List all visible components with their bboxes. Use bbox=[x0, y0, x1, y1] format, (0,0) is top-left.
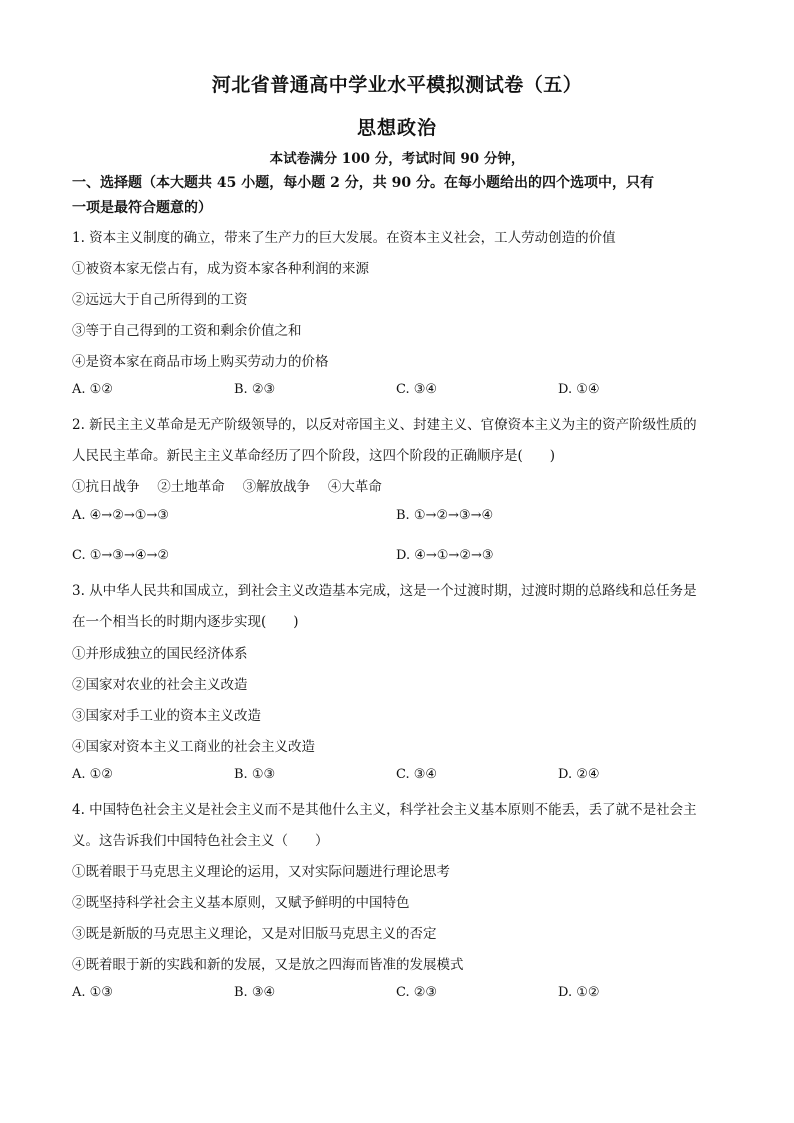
exam-title: 河北省普通高中学业水平模拟测试卷（五） bbox=[211, 74, 583, 96]
question-2-option-d: D. ④→①→②→③ bbox=[396, 548, 494, 563]
question-4-stem-line-1: 4. 中国特色社会主义是社会主义而不是其他什么主义，科学社会主义基本原则不能丢，丢了就不是社会主 bbox=[72, 802, 697, 818]
question-2-stem-line-2: 人民民主革命。新民主主义革命经历了四个阶段，这四个阶段的正确顺序是( ) bbox=[72, 448, 556, 464]
question-3-item-4: ④国家对资本主义工商业的社会主义改造 bbox=[72, 739, 315, 755]
question-3-option-c: C. ③④ bbox=[396, 767, 438, 782]
question-1-option-b: B. ②③ bbox=[234, 382, 276, 397]
question-1-item-1: ①被资本家无偿占有，成为资本家各种利润的来源 bbox=[72, 261, 369, 277]
question-4-item-3: ③既是新版的马克思主义理论，又是对旧版马克思主义的否定 bbox=[72, 926, 437, 942]
question-1-item-4: ④是资本家在商品市场上购买劳动力的价格 bbox=[72, 354, 329, 370]
question-1-stem: 1. 资本主义制度的确立，带来了生产力的巨大发展。在资本主义社会，工人劳动创造的价值 bbox=[72, 230, 616, 246]
question-1-option-a: A. ①② bbox=[72, 382, 113, 397]
question-2-stem-line-1: 2. 新民主主义革命是无产阶级领导的，以反对帝国主义、封建主义、官僚资本主义为主的资产阶级性质的 bbox=[72, 417, 697, 433]
question-1-item-3: ③等于自己得到的工资和剩余价值之和 bbox=[72, 323, 302, 339]
question-4-option-a: A. ①③ bbox=[72, 985, 113, 1000]
question-1-option-d: D. ①④ bbox=[558, 382, 600, 397]
question-4-option-d: D. ①② bbox=[558, 985, 600, 1000]
question-3-option-b: B. ①③ bbox=[234, 767, 276, 782]
question-3-stem-line-2: 在一个相当长的时期内逐步实现( ) bbox=[72, 614, 299, 630]
exam-note: 本试卷满分 100 分，考试时间 90 分钟， bbox=[269, 151, 525, 167]
section-heading bbox=[72, 171, 732, 221]
question-3-item-2: ②国家对农业的社会主义改造 bbox=[72, 677, 248, 693]
section-heading-line-2: 一项是最符合题意的） bbox=[72, 200, 212, 216]
question-3-item-1: ①并形成独立的国民经济体系 bbox=[72, 646, 248, 662]
question-2-items: ①抗日战争 ②土地革命 ③解放战争 ④大革命 bbox=[72, 479, 382, 495]
question-4-option-c: C. ②③ bbox=[396, 985, 438, 1000]
question-3-item-3: ③国家对手工业的资本主义改造 bbox=[72, 708, 261, 724]
subject-title: 思想政治 bbox=[356, 117, 437, 139]
question-2-option-a: A. ④→②→①→③ bbox=[72, 508, 169, 523]
question-4-stem-line-2: 义。这告诉我们中国特色社会主义（ ） bbox=[72, 833, 329, 849]
question-3-option-a: A. ①② bbox=[72, 767, 113, 782]
question-3-stem-line-1: 3. 从中华人民共和国成立，到社会主义改造基本完成，这是一个过渡时期，过渡时期的总路线和总任务是 bbox=[72, 583, 697, 599]
question-4-item-4: ④既着眼于新的实践和新的发展，又是放之四海而皆准的发展模式 bbox=[72, 957, 464, 973]
section-heading-line-1: 一、选择题（本大题共 45 小题，每小题 2 分，共 90 分。在每小题给出的四个选项中，只有 bbox=[72, 175, 654, 191]
question-1-item-2: ②远远大于自己所得到的工资 bbox=[72, 292, 248, 308]
question-4-option-b: B. ③④ bbox=[234, 985, 276, 1000]
question-1-option-c: C. ③④ bbox=[396, 382, 438, 397]
question-4-item-2: ②既坚持科学社会主义基本原则，又赋予鲜明的中国特色 bbox=[72, 895, 410, 911]
question-4-item-1: ①既着眼于马克思主义理论的运用，又对实际问题进行理论思考 bbox=[72, 864, 450, 880]
question-3-option-d: D. ②④ bbox=[558, 767, 600, 782]
question-2-option-b: B. ①→②→③→④ bbox=[396, 508, 494, 523]
question-2-option-c: C. ①→③→④→② bbox=[72, 548, 170, 563]
